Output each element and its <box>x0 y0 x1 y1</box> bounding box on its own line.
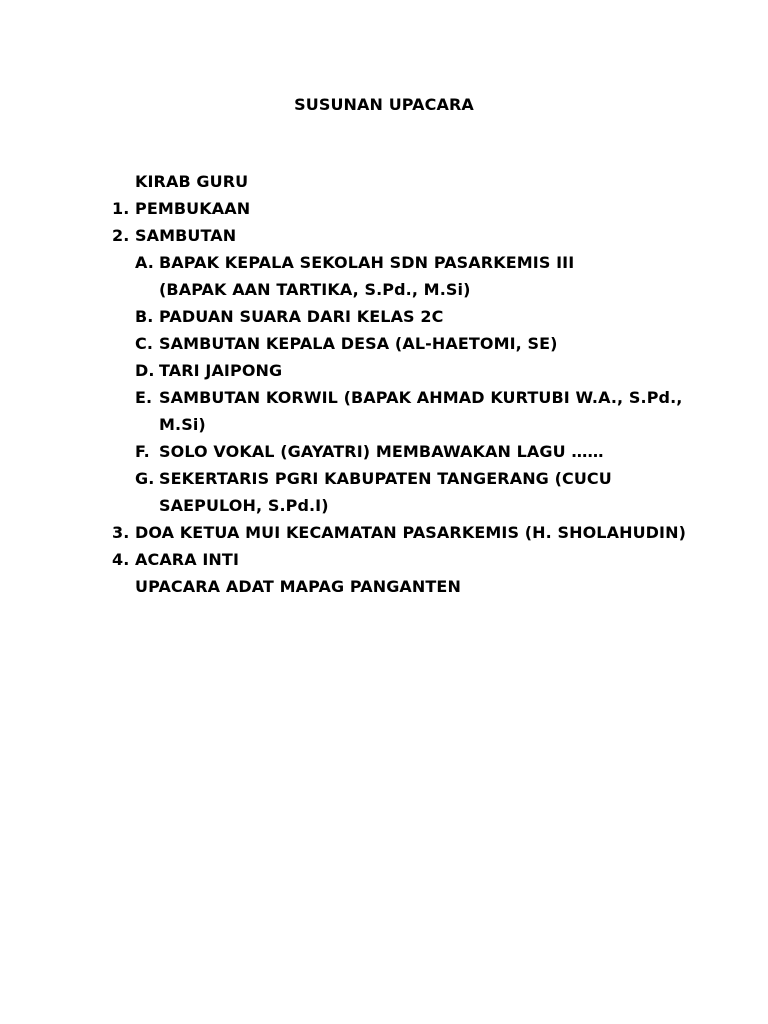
subitem-text: SAEPULOH, S.Pd.I) <box>159 496 329 515</box>
subitem-text: SOLO VOKAL (GAYATRI) MEMBAWAKAN LAGU …… <box>159 442 604 461</box>
closing-line <box>112 573 752 600</box>
list-item <box>112 222 752 249</box>
list-item <box>112 546 752 573</box>
item-text: ACARA INTI <box>135 550 239 569</box>
item-number: 4. <box>112 550 130 569</box>
sub-list-item <box>112 357 752 384</box>
intro-text: KIRAB GURU <box>135 172 249 191</box>
list-item <box>112 195 752 222</box>
subitem-text: BAPAK KEPALA SEKOLAH SDN PASARKEMIS III <box>159 253 575 272</box>
subitem-text: PADUAN SUARA DARI KELAS 2C <box>159 307 444 326</box>
sub-list-item <box>112 249 752 276</box>
sub-list-item <box>112 465 752 492</box>
list-item <box>112 519 752 546</box>
item-number: 3. <box>112 523 130 542</box>
document-title: SUSUNAN UPACARA <box>294 95 474 114</box>
sub-list-item <box>112 384 752 411</box>
sub-list-item <box>112 438 752 465</box>
item-number: 2. <box>112 226 130 245</box>
closing-text: UPACARA ADAT MAPAG PANGANTEN <box>135 577 461 596</box>
subitem-text: M.Si) <box>159 415 206 434</box>
program-list <box>112 168 752 600</box>
subitem-text: SEKERTARIS PGRI KABUPATEN TANGERANG (CUCU <box>159 469 612 488</box>
item-number: 1. <box>112 199 130 218</box>
sub-list-item <box>112 303 752 330</box>
intro-line <box>112 168 752 195</box>
subitem-text: (BAPAK AAN TARTIKA, S.Pd., M.Si) <box>159 280 471 299</box>
sub-list-item-continuation <box>112 276 752 303</box>
subitem-letter: A. <box>135 253 154 272</box>
subitem-text: SAMBUTAN KEPALA DESA (AL-HAETOMI, SE) <box>159 334 558 353</box>
sub-list-item-continuation <box>112 492 752 519</box>
subitem-letter: D. <box>135 361 155 380</box>
item-text: PEMBUKAAN <box>135 199 251 218</box>
subitem-letter: F. <box>135 442 150 461</box>
item-text: DOA KETUA MUI KECAMATAN PASARKEMIS (H. SHOLAHUDIN) <box>135 523 686 542</box>
sub-list-item-continuation <box>112 411 752 438</box>
item-text: SAMBUTAN <box>135 226 237 245</box>
subitem-letter: E. <box>135 388 153 407</box>
subitem-text: TARI JAIPONG <box>159 361 283 380</box>
subitem-letter: B. <box>135 307 154 326</box>
sub-list-item <box>112 330 752 357</box>
subitem-text: SAMBUTAN KORWIL (BAPAK AHMAD KURTUBI W.A., S.Pd., <box>159 388 683 407</box>
subitem-letter: G. <box>135 469 155 488</box>
subitem-letter: C. <box>135 334 154 353</box>
